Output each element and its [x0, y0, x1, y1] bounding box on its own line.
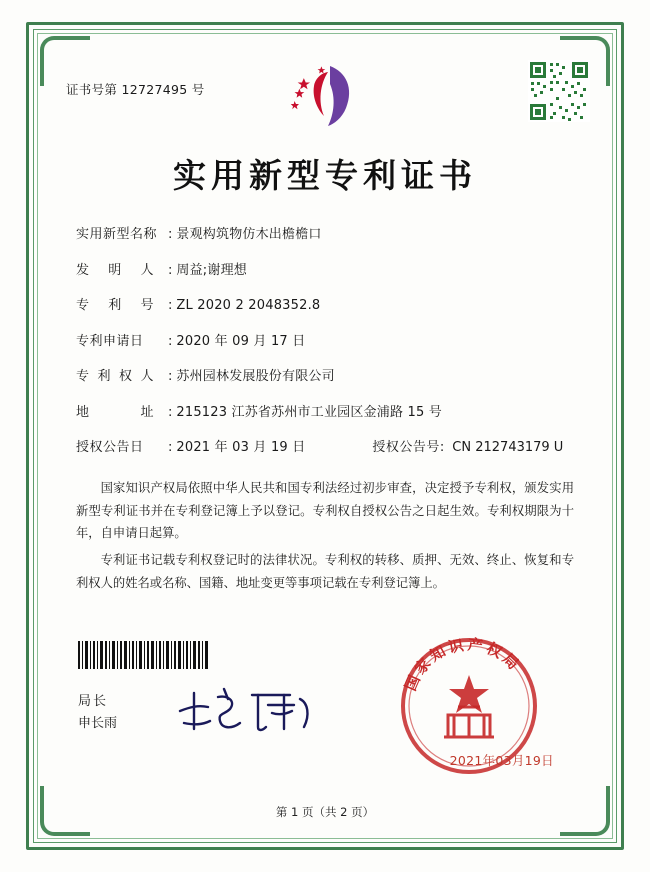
field-colon: : [168, 227, 173, 242]
field-label: 实用新型名称 [76, 227, 158, 242]
field-value-grant-date: 2021 年 03 月 19 日 [176, 440, 306, 455]
field-list [52, 223, 598, 455]
svg-text:国家知识产权局: 国家知识产权局 [401, 635, 525, 694]
handwritten-signature-icon [172, 681, 322, 741]
field-value: 苏州园林发展股份有限公司 [176, 369, 335, 384]
field-colon: : [439, 440, 445, 455]
barcode-icon [78, 641, 210, 669]
field-row-application-date [76, 330, 590, 349]
field-value: 景观构筑物仿木出檐檐口 [176, 227, 322, 242]
certificate-content [52, 50, 598, 822]
field-row-inventor [76, 259, 590, 278]
certificate-number: 证书号第 12727495 号 [66, 82, 205, 97]
field-colon: : [168, 298, 173, 313]
cnipa-logo-icon [284, 62, 376, 128]
paragraph-grant-statement: 国家知识产权局依照中华人民共和国专利法经过初步审查，决定授予专利权，颁发实用新型专利证书并在专利登记簿上予以登记。专利权自授权公告之日起生效。专利权期限为十年，自申请日起算。 [76, 481, 574, 541]
field-label: 发 明 人 [76, 262, 154, 278]
field-value: 2020 年 09 月 17 日 [176, 333, 306, 349]
signature-seal-block [52, 633, 598, 813]
field-label: 专利申请日 [76, 333, 144, 349]
seal-date: 2021年03月19日 [449, 752, 554, 768]
field-value-grant-number: CN 212743179 U [452, 440, 564, 455]
field-row-address [76, 401, 590, 420]
field-row-utility-model-name [76, 223, 590, 242]
field-label: 地 址 [76, 404, 154, 420]
field-colon: : [168, 333, 173, 349]
legal-text-block [52, 477, 598, 595]
field-label-grant-number: 授权公告号 [372, 440, 440, 455]
field-label: 专 利 号 [76, 298, 154, 313]
field-row-patent-number [76, 294, 590, 313]
field-colon: : [168, 369, 173, 384]
director-title-label: 局长 [78, 693, 109, 709]
field-row-grant-announcement [76, 436, 590, 455]
field-value: 215123 江苏省苏州市工业园区金浦路 15 号 [176, 404, 442, 420]
field-value: ZL 2020 2 2048352.8 [176, 298, 321, 313]
field-label-grant-date: 授权公告日 [76, 440, 144, 455]
field-label: 专 利 权 人 [76, 369, 154, 384]
field-colon: : [168, 404, 173, 420]
field-colon: : [168, 262, 173, 278]
page-footer: 第 1 页（共 2 页） [275, 805, 375, 819]
header-row [52, 50, 598, 136]
field-row-patentee [76, 365, 590, 384]
qr-code-icon [528, 60, 590, 122]
field-colon: : [168, 440, 173, 455]
director-name: 申长雨 [78, 715, 118, 731]
field-value: 周益;谢理想 [176, 262, 247, 278]
paragraph-registry-statement: 专利证书记载专利权登记时的法律状况。专利权的转移、质押、无效、终止、恢复和专利权人的姓名或名称、国籍、地址变更等事项记载在专利登记簿上。 [76, 553, 574, 590]
director-block [78, 691, 117, 735]
page-title: 实用新型专利证书 [173, 156, 477, 195]
